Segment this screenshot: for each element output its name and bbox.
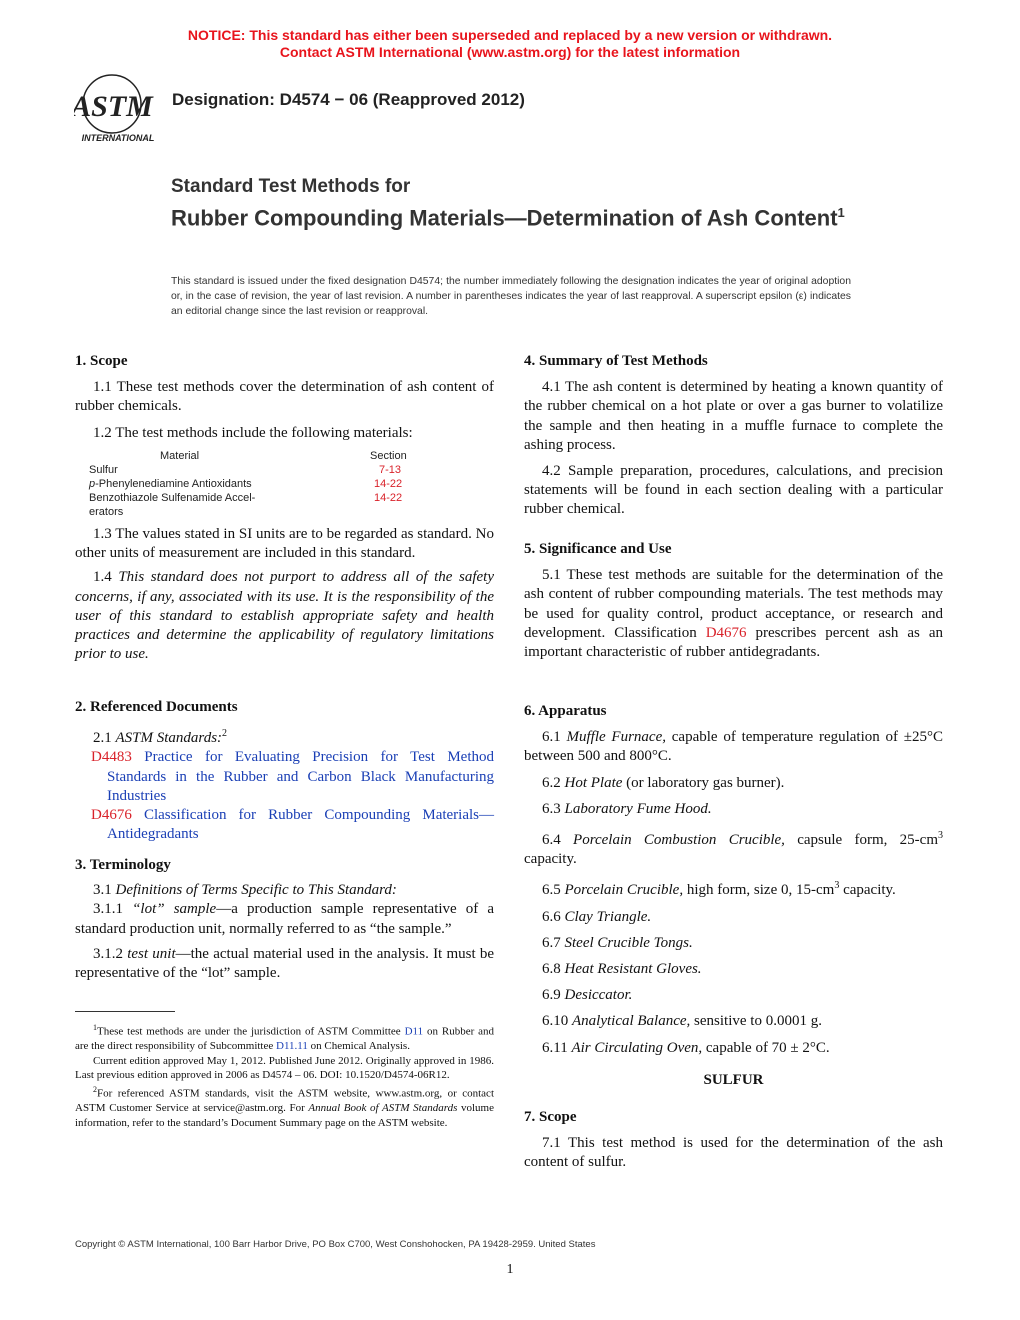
material-name-continued: erators <box>89 506 124 518</box>
section-5-significance <box>524 540 943 662</box>
svg-text:ASTM: ASTM <box>74 90 153 123</box>
apparatus-item: 6.5 Porcelain Crucible, high form, size 0, $15-cm^3$ capacity. <box>542 880 896 899</box>
apparatus-item: 6.1 Muffle Furnace, capable of temperature regulation of ±25°C between 500 and 800°C. <box>524 729 944 765</box>
footnote-divider <box>75 1011 175 1012</box>
section-2-referenced-documents <box>75 698 494 844</box>
section-2-heading: 2. Referenced Documents <box>75 699 238 715</box>
section-1-cont <box>75 525 494 664</box>
title-main <box>171 199 871 231</box>
section-5-heading: 5. Significance and Use <box>524 541 672 557</box>
section-6-apparatus <box>524 702 943 1090</box>
withdrawal-notice <box>0 27 1020 61</box>
para-4-2: 4.2 Sample preparation, procedures, calculations, and precision statements will be found in each section dealing with a particular rubber chemical. <box>524 463 943 518</box>
para-1-3: 1.3 The values stated in SI units are to be regarded as standard. No other units of measurement are included in this standard. <box>75 526 494 562</box>
title-footnote-mark: 1 <box>837 205 845 220</box>
ref-code[interactable]: D4483 <box>91 749 132 766</box>
table-header-material: Material <box>160 450 200 462</box>
para-1-2: 1.2 The test methods include the following materials: <box>93 424 413 441</box>
copyright: Copyright © ASTM International, 100 Barr Harbor Drive, PO Box C700, West Conshohocken, PA 19428-2959. United States <box>75 1239 596 1250</box>
section-link[interactable]: 14-22 <box>374 478 403 490</box>
apparatus-item: 6.2 Hot Plate (or laboratory gas burner). <box>542 774 785 791</box>
reference-d4483[interactable] <box>75 748 494 806</box>
apparatus-item: 6.10 Analytical Balance, sensitive to 0.0001 g. <box>542 1013 822 1030</box>
apparatus-item: 6.11 Air Circulating Oven, capable of 70 ± 2°C. <box>542 1039 830 1056</box>
subcommittee-link[interactable]: D11.11 <box>276 1040 308 1053</box>
ref-title[interactable]: Classification for Rubber Compounding Materials—Antidegradants <box>107 807 494 843</box>
designation: Designation: D4574 − 06 (Reapproved 2012) <box>172 90 525 109</box>
apparatus-item: 6.8 Heat Resistant Gloves. <box>542 961 702 978</box>
apparatus-item: 6.7 Steel Crucible Tongs. <box>542 934 693 951</box>
notice-line-1: NOTICE: This standard has either been superseded and replaced by a new version or withdrawn. <box>187 27 833 43</box>
ref-title[interactable]: Practice for Evaluating Precision for Test Method Standards in the Rubber and Carbon Black Manufacturing Industries <box>107 749 495 804</box>
apparatus-item: 6.3 Laboratory Fume Hood. <box>542 800 712 817</box>
section-7-scope <box>524 1108 943 1173</box>
material-name: Benzothiazole Sulfenamide Accel- <box>89 492 256 504</box>
section-link[interactable]: 7-13 <box>379 464 402 476</box>
apparatus-item: 6.6 Clay Triangle. <box>542 908 652 925</box>
footnote-2: $^2$For referenced ASTM standards, visit the ASTM website, www.astm.org, or contact ASTM Customer Service at service@astm.org. For Annual Book of ASTM Standards volume information, refer to the standard’s Document Summary page on the ASTM website. <box>75 1085 494 1129</box>
reference-d4676[interactable] <box>75 806 494 844</box>
section-3-heading: 3. Terminology <box>75 857 171 873</box>
committee-link[interactable]: D11 <box>404 1025 424 1038</box>
para-2-1: 2.1 ASTM Standards:$^2$ <box>93 728 228 747</box>
title-line-1: Standard Test Methods for <box>171 176 411 197</box>
footnote-1-edition: Current edition approved May 1, 2012. Published June 2012. Originally approved in 1986. Last previous edition approved in 2006 as D4574 – 06. DOI: 10.1520/D4574-06R12. <box>75 1054 494 1082</box>
classification-link[interactable]: D4676 <box>705 624 747 641</box>
material-name: Sulfur <box>89 464 118 476</box>
ref-code[interactable]: D4676 <box>91 807 132 824</box>
section-3-terminology <box>75 856 494 983</box>
para-3-1: 3.1 Definitions of Terms Specific to This Standard: <box>93 882 397 899</box>
section-1-heading: 1. Scope <box>75 353 128 369</box>
footnotes <box>75 1021 494 1130</box>
para-3-1-2: 3.1.2 test unit—the actual material used in the analysis. It must be representative of the “lot” sample. <box>75 945 495 982</box>
para-1-4: 1.4 This standard does not purport to address all of the safety concerns, if any, associated with its use. It is the responsibility of the user of this standard to establish appropriate safety and health practices and determine the applicability of regulatory limitations prior to use. <box>75 569 495 663</box>
para-4-1: 4.1 The ash content is determined by heating a known quantity of the rubber chemical on a hot plate or over a gas burner to volatilize the sample and then heating in a muffle furnace to complete the ashing process. <box>524 379 943 453</box>
para-1-1: 1.1 These test methods cover the determination of ash content of rubber chemicals. <box>75 379 494 415</box>
apparatus-item: 6.9 Desiccator. <box>542 987 633 1004</box>
materials-table <box>89 449 419 519</box>
table-header-section: Section <box>370 450 407 462</box>
para-7-1: 7.1 This test method is used for the determination of the ash content of sulfur. <box>524 1135 943 1171</box>
section-4-summary <box>524 352 943 520</box>
sulfur-heading: SULFUR <box>703 1071 764 1088</box>
para-3-1-1: 3.1.1 “lot” sample—a production sample representative of a standard production unit, normally referred to as “the sample.” <box>75 901 495 937</box>
section-6-heading: 6. Apparatus <box>524 703 607 719</box>
para-5-1: 5.1 These test methods are suitable for the determination of the ash content of rubber compounding materials. The test methods may be used for quality control, product acceptance, or research and development. Classification D4676 prescribes percent ash as an important characteristic of rubber antidegradants. <box>524 567 944 661</box>
notice-line-2: Contact ASTM International (www.astm.org) for the latest information <box>279 44 741 60</box>
section-7-heading: 7. Scope <box>524 1109 577 1125</box>
issue-statement: This standard is issued under the fixed designation D4574; the number immediately following the designation indicates the year of original adoption or, in the case of revision, the year of last revision. A number in parentheses indicates the year of last reapproval. A superscript epsilon (ε) indicates an editorial change since the last revision or reapproval. <box>171 276 851 317</box>
apparatus-item: 6.4 Porcelain Combustion Crucible, capsule form, $25-cm^3$ capacity. <box>524 830 943 868</box>
astm-logo-icon <box>74 74 164 144</box>
table-row <box>89 477 419 491</box>
page-number: 1 <box>506 1262 514 1277</box>
table-row <box>89 463 419 477</box>
material-name: p-Phenylenediamine Antioxidants <box>89 478 252 490</box>
section-1-scope <box>75 352 494 443</box>
table-row <box>89 491 419 519</box>
svg-text:INTERNATIONAL: INTERNATIONAL <box>81 133 155 143</box>
section-4-heading: 4. Summary of Test Methods <box>524 353 708 369</box>
section-link[interactable]: 14-22 <box>374 492 403 504</box>
footnote-1: $^1$These test methods are under the jurisdiction of ASTM Committee D11 on Rubber and are the direct responsibility of Subcommittee D11.11 on Chemical Analysis. <box>75 1023 494 1053</box>
title-line-2: Rubber Compounding Materials—Determination of Ash Content <box>171 205 838 231</box>
